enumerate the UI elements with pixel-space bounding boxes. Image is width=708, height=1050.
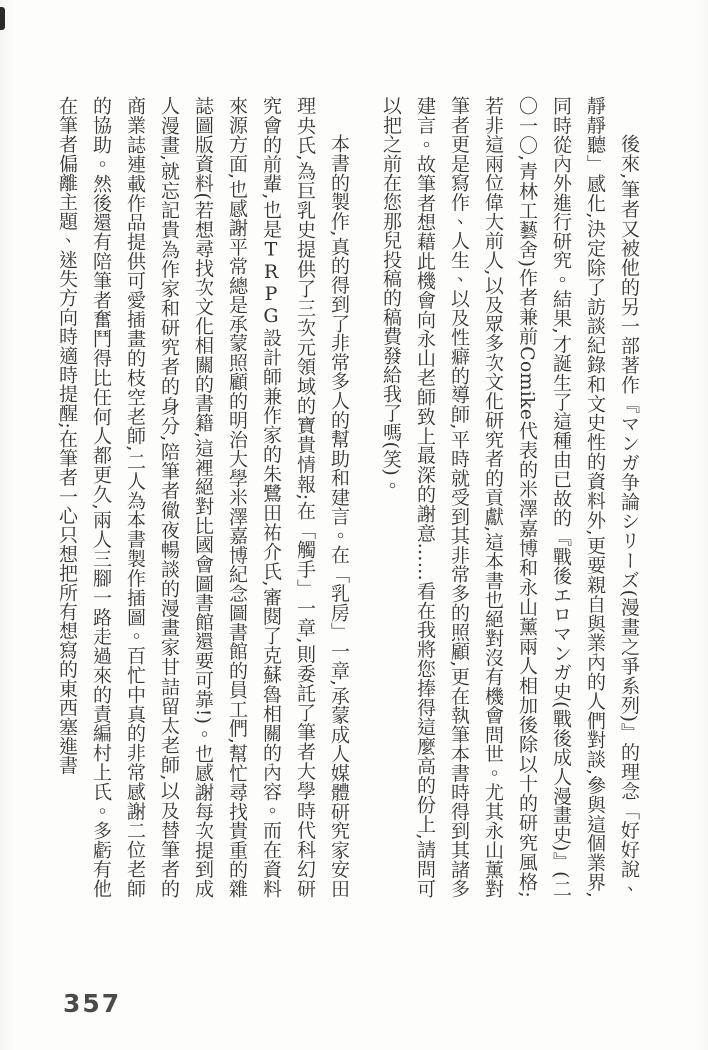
text-run: 代表的米澤嘉博和永山薰兩人相加後除以十的研究風格;若非這兩位偉大前人,以及眾多次文化研究者的貢獻,這本書也絕對沒有機會問世。尤其永山薰對筆者更是寫作、人生、以及性癖的導師,平時就受到其非常多的照顧,更在執筆本書時得到其諸多建言。故筆者想藉此機會向永山老師致上最深的謝意……看在我將您捧得這麼高的份上,請問可以把之前在您那兒投稿的稿費發給我了嗎(笑)。 bbox=[380, 96, 538, 898]
paragraph-acknowledgement-1 bbox=[374, 96, 646, 898]
scan-artifact-mark bbox=[0, 7, 5, 30]
text-run: 設計師兼作家的朱鷺田祐介氏,審閱了克蘇魯相關的內容。而在資料來源方面,也感謝平常總是承蒙照顧的明治大學米澤嘉博紀念圖書館的員工們,幫忙尋找貴重的雜誌圖版資料(若想尋找次文化相關的書籍,這裡絕對比國會圖書館還要可靠!)。也感謝每次提到成人漫畫,就忘記貴為作家和研究者的身分,陪筆者徹夜暢談的漫畫家甘詰留太老師,以及替筆者的商業誌連載作品提供可愛插畫的枝空老師,二人為本書製作插圖。百忙中真的非常感謝二位老師的協助。然後還有陪筆者奮鬥得比任何人都更久,兩人三腳一路走過來的責編村上氏。多虧有他在筆者偏離主題、迷失方向時適時提醒;在筆者一心只想把所有想寫的東西塞進書 bbox=[56, 96, 282, 898]
text-run: 後來,筆者又被他的另一部著作『マンガ争論シリーズ(漫畫之爭系列)』的理念「好好說、靜靜聽」感化,決定除了訪談紀錄和文史性的資料外,更要親自與業內的人們對談,參與這個業界,同時從內外進行研究。結果,才誕生了這種由已故的『戰後エロマンガ史(戰後成人漫畫史)』(二〇一〇,青林工藝舍)作者兼前 bbox=[516, 96, 640, 898]
text-run: Comike bbox=[516, 346, 538, 421]
text-run: TRPG bbox=[260, 238, 282, 328]
paragraph-acknowledgement-2 bbox=[50, 96, 356, 898]
vertical-text-block bbox=[50, 96, 646, 898]
text-run: 本書的製作,真的得到了非常多人的幫助和建言。在「乳房」一章,承蒙成人媒體研究家安田理央氏,為巨乳史提供了三次元領域的寶貴情報;在「觸手」一章,則委託了筆者大學時代科幻研究會的前輩,也是 bbox=[260, 96, 350, 898]
page-number: 357 bbox=[63, 989, 122, 1018]
